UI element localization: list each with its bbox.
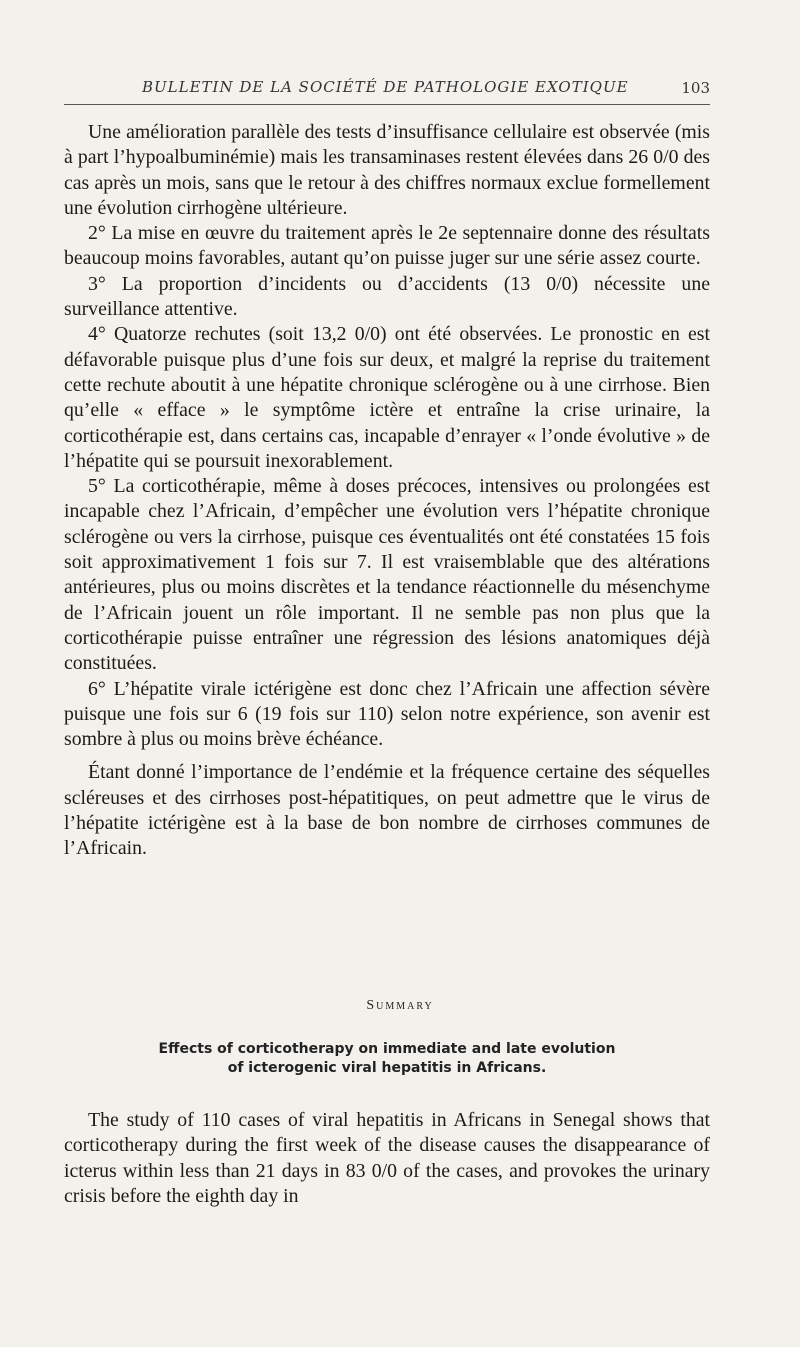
summary-paragraph: The study of 110 cases of viral hepatitis in Africans in Senegal shows that corticotherapy during the first week of the disease causes the disappearance of icterus within less than 21 days in 83 0/0 of the cases, and provokes the urinary crisis before the eighth day in: [64, 1109, 710, 1207]
paragraph: 3° La proportion d’incidents ou d’accidents (13 0/0) nécessite une surveillance attentive.: [64, 272, 710, 321]
running-header: [64, 78, 710, 105]
summary-subtitle-line: Effects of corticotherapy on immediate and late evolution: [158, 1041, 616, 1057]
journal-title: BULLETIN DE LA SOCIÉTÉ DE PATHOLOGIE EXOTIQUE: [142, 78, 629, 96]
body-text: [64, 120, 710, 862]
summary-subtitle-line: of icterogenic viral hepatitis in Africans.: [227, 1060, 547, 1076]
paragraph: Une amélioration parallèle des tests d’insuffisance cellulaire est observée (mis à part l’hypoalbuminémie) mais les transaminases restent élevées dans 26 0/0 des cas après un mois, sans que le retour à des chiffres normaux exclue formellement une évolution cirrhogène ultérieure.: [64, 121, 710, 219]
paragraph: 6° L’hépatite virale ictérigène est donc chez l’Africain une affection sévère puisque une fois sur 6 (19 fois sur 110) selon notre expérience, son avenir est sombre à plus ou moins brève échéance.: [64, 677, 710, 751]
summary-heading: Summary: [366, 998, 434, 1013]
paragraph: 4° Quatorze rechutes (soit 13,2 0/0) ont été observées. Le pronostic en est défavorable puisque plus d’une fois sur deux, et malgré la reprise du traitement cette rechute aboutit à une hépatite chronique sclérogène ou à une cirrhose. Bien qu’elle « efface » le symptôme ictère et entraîne la crise urinaire, la corticothérapie est, dans certains cas, incapable d’enrayer « l’onde évolutive » de l’hépatite qui se poursuit inexorablement.: [64, 323, 710, 472]
summary-subtitle: [64, 1040, 710, 1078]
paragraph: 5° La corticothérapie, même à doses précoces, intensives ou prolongées est incapable chez l’Africain, d’empêcher une évolution vers l’hépatite chronique sclérogène ou vers la cirrhose, puisque ces éventualités ont été constatées 15 fois soit approximativement 1 fois sur 7. Il est vraisemblable que des altérations antérieures, plus ou moins discrètes et la tendance réactionnelle du mésenchyme de l’Africain jouent un rôle important. Il ne semble pas non plus que la corticothérapie puisse entraîner une régression des lésions anatomiques déjà constituées.: [64, 475, 710, 675]
paragraph: 2° La mise en œuvre du traitement après le 2e septennaire donne des résultats beaucoup moins favorables, autant qu’on puisse juger sur une série assez courte.: [64, 222, 710, 270]
paragraph: Étant donné l’importance de l’endémie et la fréquence certaine des séquelles scléreuses et des cirrhoses post-hépatitiques, on peut admettre que le virus de l’hépatite ictérigène est à la base de bon nombre de cirrhoses communes de l’Africain.: [64, 761, 710, 860]
summary-text: [64, 1108, 710, 1209]
page-number: 103: [681, 79, 710, 97]
